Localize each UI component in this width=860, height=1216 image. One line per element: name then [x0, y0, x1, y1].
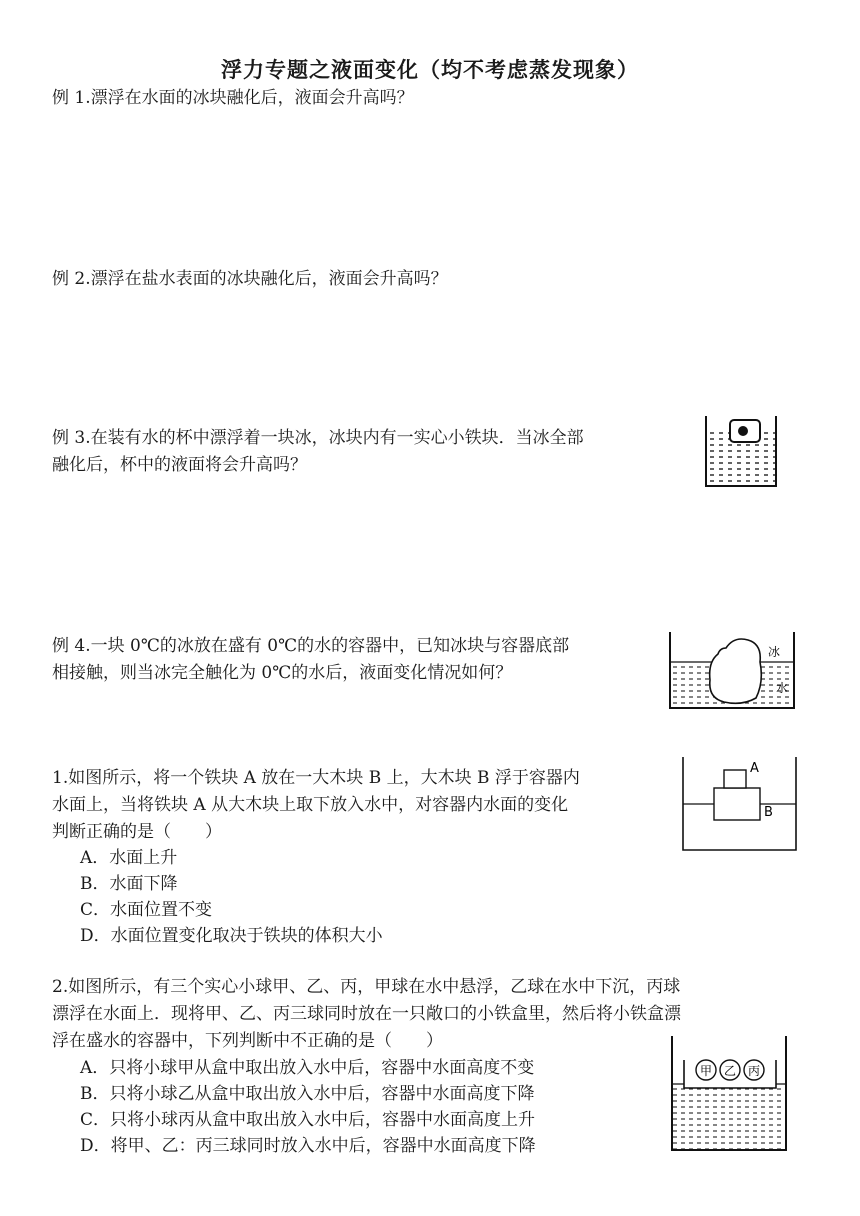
q1-option-b: B．水面下降 — [80, 874, 178, 894]
q2-line-2: 漂浮在水面上．现将甲、乙、丙三球同时放在一只敞口的小铁盒里，然后将小铁盒漂 — [52, 1004, 681, 1024]
q1-figure — [678, 754, 802, 854]
example-3-line-1: 例 3.在装有水的杯中漂浮着一块冰，冰块内有一实心小铁块．当冰全部 — [52, 428, 584, 448]
ice-label: 冰 — [768, 645, 781, 659]
q2-figure — [664, 1032, 794, 1156]
example-2-text: 例 2.漂浮在盐水表面的冰块融化后，液面会升高吗？ — [52, 269, 448, 289]
q1-option-c: C．水面位置不变 — [80, 900, 213, 920]
q1-line-2: 水面上，当将铁块 A 从大木块上取下放入水中，对容器内水面的变化 — [52, 795, 569, 815]
ice-block — [710, 639, 762, 703]
water-fill — [672, 1084, 786, 1150]
label-b: B — [764, 805, 773, 820]
ball-yi — [720, 1060, 740, 1080]
q1-line-3: 判断正确的是（ ） — [52, 822, 222, 842]
q2-option-c: C．只将小球丙从盒中取出放入水中后，容器中水面高度上升 — [80, 1110, 536, 1130]
ball-yi-label: 乙 — [723, 1064, 737, 1078]
water-label: 水 — [776, 681, 789, 695]
ball-bing-label: 丙 — [747, 1064, 761, 1078]
label-a: A — [750, 761, 759, 776]
page-title: 浮力专题之液面变化（均不考虑蒸发现象） — [221, 57, 639, 82]
q1-line-1: 1.如图所示，将一个铁块 A 放在一大木块 B 上，大木块 B 浮于容器内 — [52, 768, 580, 788]
q1-option-a: A．水面上升 — [80, 848, 178, 868]
q2-line-3: 浮在盛水的容器中，下列判断中不正确的是（ ） — [52, 1031, 443, 1051]
example-4-line-2: 相接触，则当冰完全触化为 0℃的水后，液面变化情况如何？ — [52, 663, 513, 683]
example-3-line-2: 融化后，杯中的液面将会升高吗？ — [52, 455, 307, 475]
ball-bing — [744, 1060, 764, 1080]
q1-option-d: D．水面位置变化取决于铁块的体积大小 — [80, 926, 383, 946]
example-1-text: 例 1.漂浮在水面的冰块融化后，液面会升高吗？ — [52, 88, 414, 108]
example-3-figure — [700, 412, 782, 490]
q2-line-1: 2.如图所示，有三个实心小球甲、乙、丙，甲球在水中悬浮，乙球在水中下沉，丙球 — [52, 977, 681, 997]
wood-block-b — [714, 788, 760, 820]
iron-block-a — [724, 770, 746, 788]
example-4-figure — [664, 628, 800, 712]
q2-option-b: B．只将小球乙从盒中取出放入水中后，容器中水面高度下降 — [80, 1084, 535, 1104]
ball-jia-label: 甲 — [699, 1064, 713, 1078]
ball-jia — [696, 1060, 716, 1080]
q2-option-d: D．将甲、乙：丙三球同时放入水中后，容器中水面高度下降 — [80, 1136, 536, 1156]
example-4-line-1: 例 4.一块 0℃的冰放在盛有 0℃的水的容器中，已知冰块与容器底部 — [52, 636, 570, 656]
q2-option-a: A．只将小球甲从盒中取出放入水中后，容器中水面高度不变 — [80, 1058, 535, 1078]
iron-piece — [738, 426, 748, 436]
